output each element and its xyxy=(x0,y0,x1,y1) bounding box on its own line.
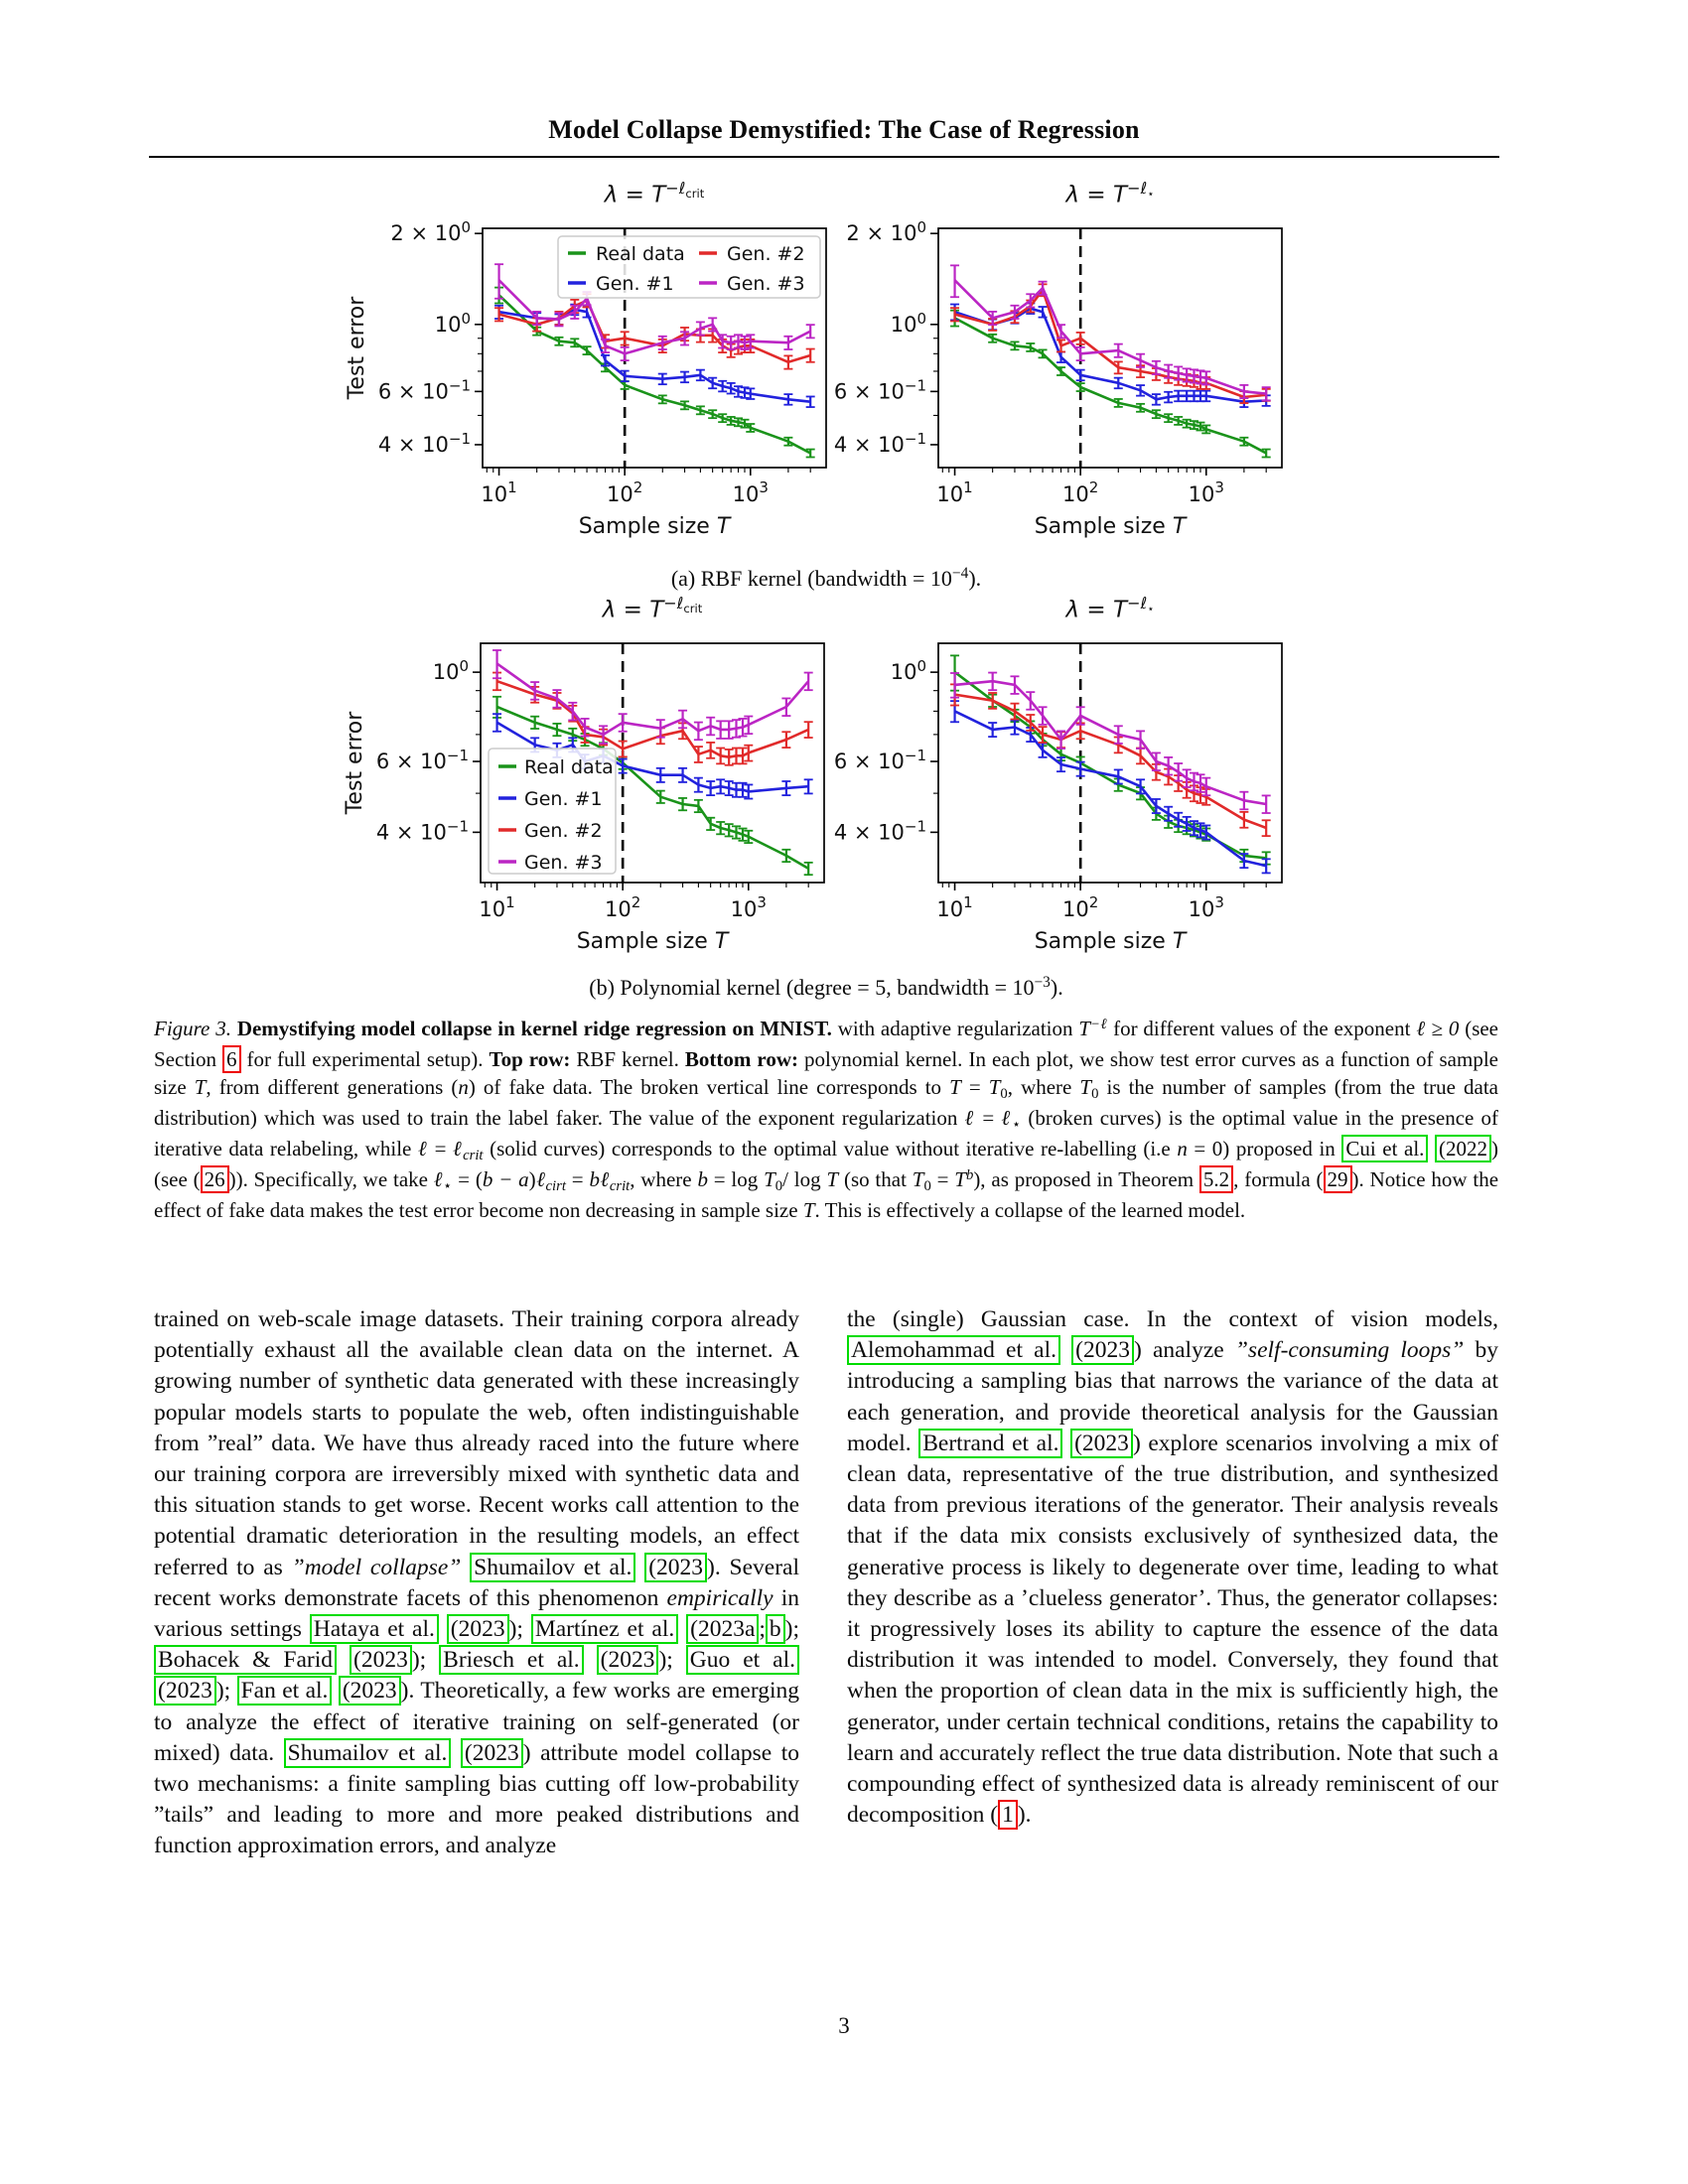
text-segment: = xyxy=(960,1075,989,1099)
page-number: 3 xyxy=(838,2013,850,2038)
x-tick-label: $10^3$ xyxy=(1188,893,1224,921)
text-segment: with adaptive regularization xyxy=(831,1017,1079,1040)
text-segment xyxy=(439,1616,447,1642)
x-tick-label: $10^1$ xyxy=(936,893,973,921)
x-tick-label: $10^3$ xyxy=(1188,478,1224,506)
text-segment: ). xyxy=(1050,975,1063,1000)
y-tick-label: $6 \times 10^{-1}$ xyxy=(375,747,469,774)
citation-link[interactable]: (2023 xyxy=(597,1645,659,1675)
text-segment: ) xyxy=(528,1167,536,1191)
series-gen1 xyxy=(499,310,811,402)
citation-link[interactable]: (2022 xyxy=(1435,1135,1491,1162)
text-segment: = xyxy=(930,1167,955,1191)
text-segment: , where xyxy=(1007,1075,1080,1099)
text-segment xyxy=(461,1555,470,1580)
text-segment: T xyxy=(764,1167,775,1191)
chart-poly-lcrit xyxy=(332,594,836,965)
text-segment: 0 xyxy=(1091,1086,1099,1103)
poly-lstar-plot xyxy=(789,627,1294,960)
subcaption-b xyxy=(154,975,1498,1001)
text-segment: Demystifying model collapse in kernel ridge regression on MNIST. xyxy=(236,1017,832,1040)
text-segment: (see Section xyxy=(154,1017,1499,1071)
subcaption-a xyxy=(154,566,1498,592)
x-tick-label: $10^2$ xyxy=(607,478,643,506)
text-segment: = ( xyxy=(452,1167,483,1191)
y-tick-label: $2 \times 10^0$ xyxy=(846,218,926,246)
text-segment: ) (see ( xyxy=(154,1137,1498,1191)
text-segment: ); xyxy=(411,1647,440,1674)
text-segment: ℓ xyxy=(417,1137,429,1160)
text-segment: ℓ xyxy=(433,1167,444,1191)
citation-link[interactable]: (2023 xyxy=(461,1738,523,1768)
x-tick-label: $10^2$ xyxy=(1062,478,1099,506)
text-segment: T xyxy=(1078,1017,1091,1040)
citation-link[interactable]: Bertrand et al. xyxy=(918,1429,1062,1458)
text-segment: = xyxy=(975,1106,1002,1130)
text-segment: . This is effectively a collapse of the learned model. xyxy=(814,1198,1246,1222)
text-segment: Figure 3. xyxy=(154,1017,231,1040)
text-segment: , formula ( xyxy=(1233,1167,1324,1191)
text-segment: (b) Polynomial kernel (degree = 5, bandwidth = 10 xyxy=(589,975,1035,1000)
text-segment: T xyxy=(826,1167,839,1191)
citation-link[interactable]: Shumailov et al. xyxy=(284,1738,452,1768)
series-real xyxy=(955,672,1267,858)
x-axis-label: Sample size T xyxy=(1034,514,1187,539)
series-gen2 xyxy=(955,695,1267,828)
text-segment: ); xyxy=(784,1616,800,1643)
text-segment: ). Notice how the effect of fake data makes the test error become non decreasing in sample size xyxy=(154,1167,1499,1222)
legend-label: Gen. #2 xyxy=(524,820,603,842)
text-segment: is the number of samples (from the true data distribution) which was used to train the label faker. The value of the exponent regularization xyxy=(154,1075,1498,1130)
body-right-column xyxy=(847,1304,1498,1831)
citation-link[interactable]: (2023 xyxy=(1071,1335,1134,1365)
text-segment: T xyxy=(1079,1075,1092,1099)
chart-poly-lstar xyxy=(789,594,1294,965)
text-segment: , where xyxy=(630,1167,698,1191)
text-segment: ”self-consuming loops” xyxy=(1234,1337,1465,1364)
legend-label: Gen. #1 xyxy=(596,273,674,295)
text-segment xyxy=(332,1678,338,1704)
text-segment xyxy=(1428,1137,1435,1160)
legend-label: Gen. #2 xyxy=(727,243,805,265)
x-axis-label: Sample size T xyxy=(1034,929,1187,954)
x-tick-label: $10^3$ xyxy=(732,478,769,506)
text-segment: (broken curves) is the optimal value in the presence of iterative data relabeling, while xyxy=(154,1106,1499,1160)
ref-link[interactable]: 1 xyxy=(998,1800,1018,1830)
ref-link[interactable]: 29 xyxy=(1324,1165,1352,1193)
citation-link[interactable]: Martínez et al. xyxy=(531,1614,678,1644)
series-gen1 xyxy=(955,711,1267,866)
citation-link[interactable]: Shumailov et al. xyxy=(470,1553,635,1582)
chart-title-rbf-lcrit: $\lambda = T^{-\ell_{crit}}$ xyxy=(604,179,705,208)
text-segment: by introducing a sampling bias that narrows the variance of the data at each generation, and provide theoretical analysis for the Gaussian model. xyxy=(847,1337,1499,1456)
poly-lcrit-plot xyxy=(332,627,836,960)
text-segment: n xyxy=(1177,1137,1188,1160)
citation-link[interactable]: (2023 xyxy=(339,1676,401,1706)
text-segment: −ℓ xyxy=(1090,1016,1108,1032)
text-segment: ). Several recent works demonstrate facets of this phenomenon xyxy=(154,1554,800,1611)
text-segment: trained on web-scale image datasets. Their training corpora already potentially exhaust all the available clean data on the internet. A growing number of synthetic data generated with these increasingly popular models starts to populate the web, often indistinguishable from ”real” data. We have thus already raced into the future where our training corpora are irreversibly mixed with synthetic data and this situation stands to get worse. Recent works call attention to the potential dramatic deterioration in the resulting models, an effect referred to as xyxy=(154,1306,799,1580)
text-segment: ℓ ≥ 0 xyxy=(1416,1017,1460,1040)
text-segment: ); xyxy=(508,1616,531,1643)
text-segment: ℓ xyxy=(453,1137,464,1160)
citation-link[interactable]: Guo et al. xyxy=(686,1645,799,1675)
x-tick-label: $10^3$ xyxy=(730,893,767,921)
header-rule xyxy=(149,156,1499,158)
text-segment xyxy=(1060,1337,1071,1363)
y-tick-label: $6 \times 10^{-1}$ xyxy=(833,376,926,404)
ref-link[interactable]: 6 xyxy=(222,1045,241,1073)
text-segment: ; xyxy=(759,1616,766,1643)
text-segment xyxy=(337,1647,350,1673)
text-segment: T xyxy=(949,1075,961,1099)
text-segment: T xyxy=(912,1167,924,1191)
text-segment: for full experimental setup). xyxy=(240,1047,490,1071)
text-segment xyxy=(1062,1431,1070,1456)
text-segment: / log xyxy=(782,1167,827,1191)
text-segment: ) attribute model collapse to two mechanisms: a finite sampling bias cutting off low-probability ”tails” and leading to more and more peaked distributions and function approximation errors, and analyze xyxy=(154,1739,800,1859)
text-segment: T xyxy=(954,1167,966,1191)
text-segment: ) of fake data. The broken vertical line corresponds to xyxy=(468,1075,950,1099)
text-segment: ); xyxy=(215,1678,237,1705)
y-tick-label: $10^0$ xyxy=(432,657,469,685)
text-segment: crit xyxy=(463,1148,484,1164)
text-segment: ) analyze xyxy=(1133,1337,1235,1364)
text-segment: b − a xyxy=(482,1167,529,1191)
text-segment: cirt xyxy=(545,1178,566,1195)
text-segment xyxy=(584,1647,597,1673)
text-segment: 0 xyxy=(1000,1086,1008,1103)
legend-label: Gen. #3 xyxy=(727,273,805,295)
x-tick-label: $10^2$ xyxy=(605,893,641,921)
text-segment: T xyxy=(802,1198,815,1222)
text-segment: )). Specifically, we take xyxy=(228,1167,434,1191)
text-segment: ). xyxy=(968,566,982,591)
text-segment: ); xyxy=(658,1647,686,1674)
series-real xyxy=(955,318,1267,453)
text-segment: ). xyxy=(1017,1802,1032,1829)
running-title: Model Collapse Demystified: The Case of Regression xyxy=(548,115,1140,144)
y-tick-label: $10^0$ xyxy=(434,309,471,337)
citation-link[interactable]: (2023 xyxy=(447,1614,509,1644)
text-segment: ℓ xyxy=(1001,1106,1012,1130)
text-segment: the (single) Gaussian case. In the context of vision models, xyxy=(847,1306,1498,1332)
text-segment: Top row: xyxy=(489,1047,571,1071)
chart-title-rbf-lstar: $\lambda = T^{-\ell_⋆}$ xyxy=(1065,179,1155,208)
text-segment: (a) RBF kernel (bandwidth = 10 xyxy=(670,566,952,591)
text-segment: (so that xyxy=(838,1167,913,1191)
chart-title-poly-lstar: $\lambda = T^{-\ell_⋆}$ xyxy=(1065,594,1155,623)
citation-link[interactable]: Briesch et al. xyxy=(439,1645,584,1675)
legend-label: Gen. #1 xyxy=(524,788,603,810)
text-segment: ℓ xyxy=(535,1167,546,1191)
legend-label: Real data xyxy=(524,756,614,778)
x-tick-label: $10^1$ xyxy=(481,478,517,506)
y-tick-label: $6 \times 10^{-1}$ xyxy=(833,747,926,774)
text-segment: −4 xyxy=(951,565,969,583)
citation-link[interactable]: Cui et al. xyxy=(1341,1135,1428,1162)
text-segment: ) explore scenarios involving a mix of clean data, representative of the true distribution, and synthesized data from previous iterations of the generator. Their analysis reveals that if the data mix consists exclusively of synthesized data, the generative process is likely to degenerate over time, leading to what they describe as a ’clueless generator’. Thus, the generator collapses: it progressively loses its ability to capture the essence of the data distribution it was intended to model. Conversely, they found that when the proportion of clean data in the mix is sufficiently high, the generator, under certain technical conditions, retains the capability to learn and accurately reflect the true data distribution. Note that such a compounding effect of synthesized data is already reminiscent of our decomposition ( xyxy=(847,1430,1499,1829)
ref-link[interactable]: 26 xyxy=(201,1165,229,1193)
text-segment: ”model collapse” xyxy=(291,1554,462,1580)
x-tick-label: $10^1$ xyxy=(936,478,973,506)
text-segment: RBF kernel. xyxy=(570,1047,685,1071)
text-segment: 0 xyxy=(923,1178,931,1195)
legend xyxy=(489,749,616,874)
citation-link[interactable]: Hataya et al. xyxy=(310,1614,439,1644)
text-segment: polynomial kernel. In each plot, we show test error curves as a function of sample size xyxy=(154,1047,1498,1099)
chart-title-poly-lcrit: $\lambda = T^{-\ell_{crit}}$ xyxy=(602,594,703,623)
series-gen2 xyxy=(499,301,811,362)
text-segment: 0 xyxy=(774,1178,783,1195)
text-segment: ), as proposed in Theorem xyxy=(973,1167,1199,1191)
y-tick-label: $4 \times 10^{-1}$ xyxy=(833,429,926,457)
text-segment: (solid curves) corresponds to the optimal value without iterative re-labelling (i.e xyxy=(483,1137,1178,1160)
citation-link[interactable]: (2023a xyxy=(686,1614,759,1644)
chart-rbf-lcrit xyxy=(334,179,838,550)
citation-link[interactable]: b xyxy=(766,1614,785,1644)
citation-link[interactable]: Fan et al. xyxy=(237,1676,333,1706)
figure-caption xyxy=(154,1015,1498,1224)
x-tick-label: $10^1$ xyxy=(479,893,515,921)
y-tick-label: $6 \times 10^{-1}$ xyxy=(377,376,471,404)
text-segment: T xyxy=(194,1075,207,1099)
series-gen3 xyxy=(497,664,809,735)
legend xyxy=(558,236,820,298)
text-segment xyxy=(678,1616,686,1642)
legend-label: Real data xyxy=(596,243,685,265)
chart-rbf-lstar xyxy=(789,179,1294,550)
y-tick-label: $4 \times 10^{-1}$ xyxy=(377,429,471,457)
text-segment: ℓ xyxy=(964,1106,976,1130)
rbf-lcrit-plot xyxy=(334,212,838,545)
rbf-lstar-plot xyxy=(789,212,1294,545)
text-segment: for different values of the exponent xyxy=(1107,1017,1417,1040)
body-left-column xyxy=(154,1304,799,1862)
text-segment: = xyxy=(565,1167,590,1191)
text-segment xyxy=(635,1555,644,1580)
citation-link[interactable]: Bohacek & Farid xyxy=(154,1645,337,1675)
legend-label: Gen. #3 xyxy=(524,852,603,874)
x-axis-label: Sample size T xyxy=(578,514,731,539)
y-tick-label: $2 \times 10^0$ xyxy=(390,218,471,246)
text-segment: n xyxy=(458,1075,469,1099)
series-gen3 xyxy=(955,280,1267,393)
text-segment: empirically xyxy=(666,1584,774,1611)
y-axis-label: Test error xyxy=(345,296,369,400)
text-segment: ⋆ xyxy=(443,1178,453,1195)
citation-link[interactable]: (2023 xyxy=(644,1553,707,1582)
y-axis-label: Test error xyxy=(343,711,367,815)
y-tick-label: $10^0$ xyxy=(890,657,926,685)
citation-link[interactable]: Alemohammad et al. xyxy=(847,1335,1060,1365)
text-segment: = log xyxy=(707,1167,765,1191)
text-segment: = xyxy=(428,1137,454,1160)
text-segment: −3 xyxy=(1034,974,1051,992)
ref-link[interactable]: 5.2 xyxy=(1199,1165,1233,1193)
text-segment: crit xyxy=(609,1178,631,1195)
text-segment: Bottom row: xyxy=(684,1047,798,1071)
text-segment: ⋆ xyxy=(1011,1117,1022,1134)
text-segment: T xyxy=(988,1075,1001,1099)
x-axis-label: Sample size T xyxy=(576,929,729,954)
text-segment: b xyxy=(697,1167,708,1191)
y-tick-label: $4 \times 10^{-1}$ xyxy=(375,817,469,845)
citation-link[interactable]: (2023 xyxy=(1070,1429,1133,1458)
y-tick-label: $4 \times 10^{-1}$ xyxy=(833,817,926,845)
text-segment: b xyxy=(965,1166,974,1183)
citation-link[interactable]: (2023 xyxy=(154,1676,216,1706)
citation-link[interactable]: (2023 xyxy=(350,1645,412,1675)
y-tick-label: $10^0$ xyxy=(890,309,926,337)
text-segment: in various settings xyxy=(154,1584,800,1643)
text-segment: , from different generations ( xyxy=(206,1075,459,1099)
text-segment xyxy=(451,1740,461,1766)
text-segment: = 0) proposed in xyxy=(1187,1137,1342,1160)
text-segment: ). Theoretically, a few works are emerging to analyze the effect of iterative training on self-generated (or mixed) data. xyxy=(154,1678,800,1766)
text-segment: bℓ xyxy=(589,1167,610,1191)
x-tick-label: $10^2$ xyxy=(1062,893,1099,921)
